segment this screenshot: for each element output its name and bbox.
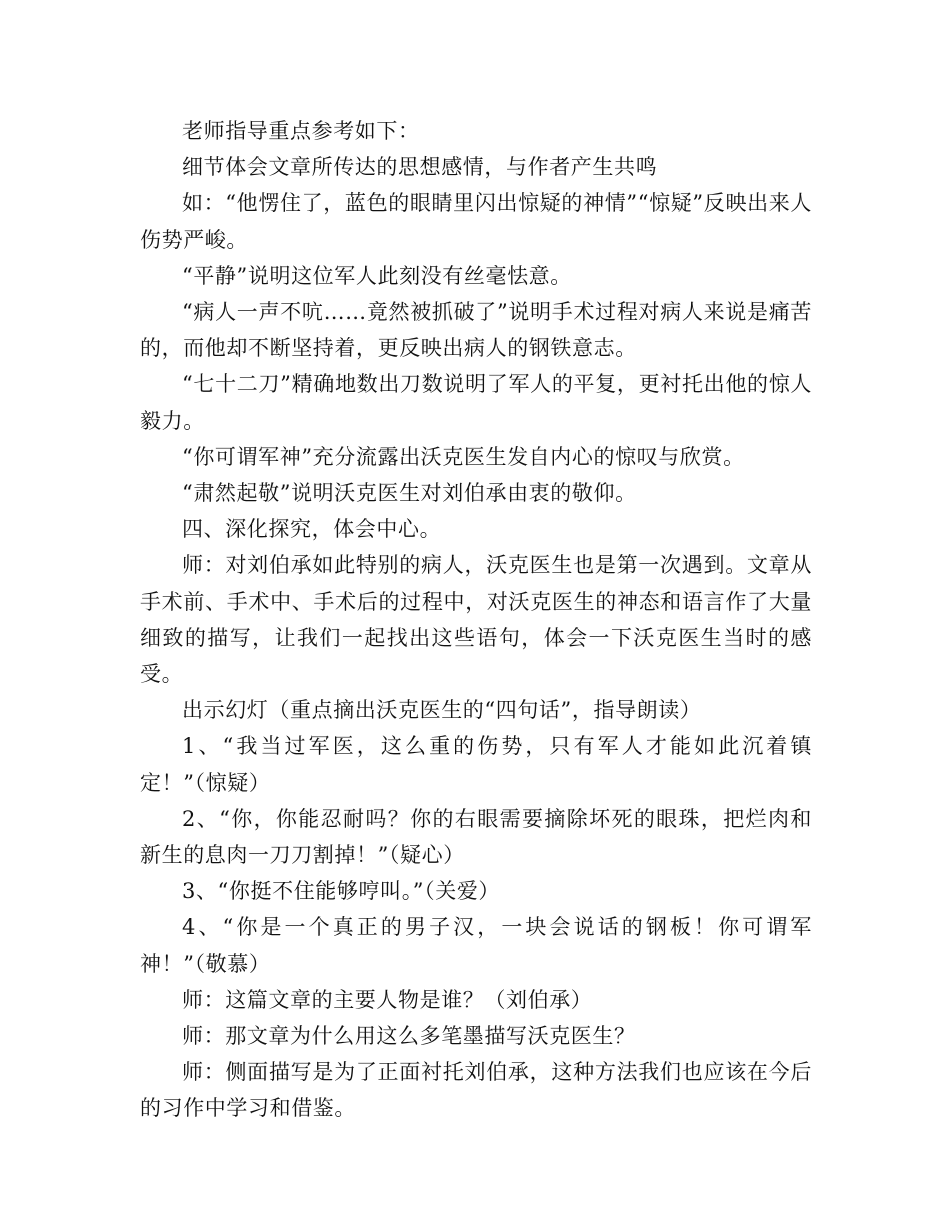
paragraph-question-main-character: 师：这篇文章的主要人物是谁？（刘伯承） <box>182 987 593 1012</box>
paragraph-teacher-guide: 老师指导重点参考如下： <box>182 119 420 143</box>
section-heading-explore: 四、深化探究，体会中心。 <box>182 517 442 542</box>
paragraph-silent-patient: “病人一声不吭……竟然被抓破了”说明手术过程对病人来说是痛苦的，而他却不断坚持着，更反映出病人的钢铁意志。 <box>140 300 812 361</box>
list-item-quote-2: 2、“你，你能忍耐吗？你的右眼需要摘除坏死的眼珠，把烂肉和新生的息肉一刀刀割掉！”（疑心） <box>140 806 812 868</box>
paragraph-calm: “平静”说明这位军人此刻没有丝毫怯意。 <box>182 263 572 288</box>
paragraph-teacher-intro: 师：对刘伯承如此特别的病人，沃克医生也是第一次遇到。文章从手术前、手术中、手术后的过程中，对沃克医生的神态和语言作了大量细致的描写，让我们一起找出这些语句，体会一下沃克医生当时的感受。 <box>140 553 812 687</box>
list-item-quote-3: 3、“你挺不住能够哼叫。”（关爱） <box>182 879 501 904</box>
list-item-quote-4: 4、“你是一个真正的男子汉，一块会说话的钢板！你可谓军神！”（敬慕） <box>140 915 812 976</box>
paragraph-slide-instruction: 出示幻灯（重点摘出沃克医生的“四句话”，指导朗读） <box>182 698 702 723</box>
paragraph-question-why: 师：那文章为什么用这么多笔墨描写沃克医生？ <box>182 1024 636 1049</box>
paragraph-respect: “肃然起敬”说明沃克医生对刘伯承由衷的敬仰。 <box>182 481 637 506</box>
paragraph-example-surprise: 如：“他愣住了，蓝色的眼睛里闪出惊疑的神情”“惊疑”反映出来人伤势严峻。 <box>140 191 812 252</box>
paragraph-military-god: “你可谓军神”充分流露出沃克医生发自内心的惊叹与欣赏。 <box>182 444 745 469</box>
paragraph-detail-feeling: 细节体会文章所传达的思想感情，与作者产生共鸣 <box>182 155 658 180</box>
paragraph-seventy-two-cuts: “七十二刀”精确地数出刀数说明了军人的平复，更衬托出他的惊人毅力。 <box>140 372 812 433</box>
paragraph-conclusion: 师：侧面描写是为了正面衬托刘伯承，这种方法我们也应该在今后的习作中学习和借鉴。 <box>140 1060 812 1121</box>
list-item-quote-1: 1、“我当过军医，这么重的伤势，只有军人才能如此沉着镇定！”（惊疑） <box>140 734 812 795</box>
document-body <box>140 113 812 1127</box>
